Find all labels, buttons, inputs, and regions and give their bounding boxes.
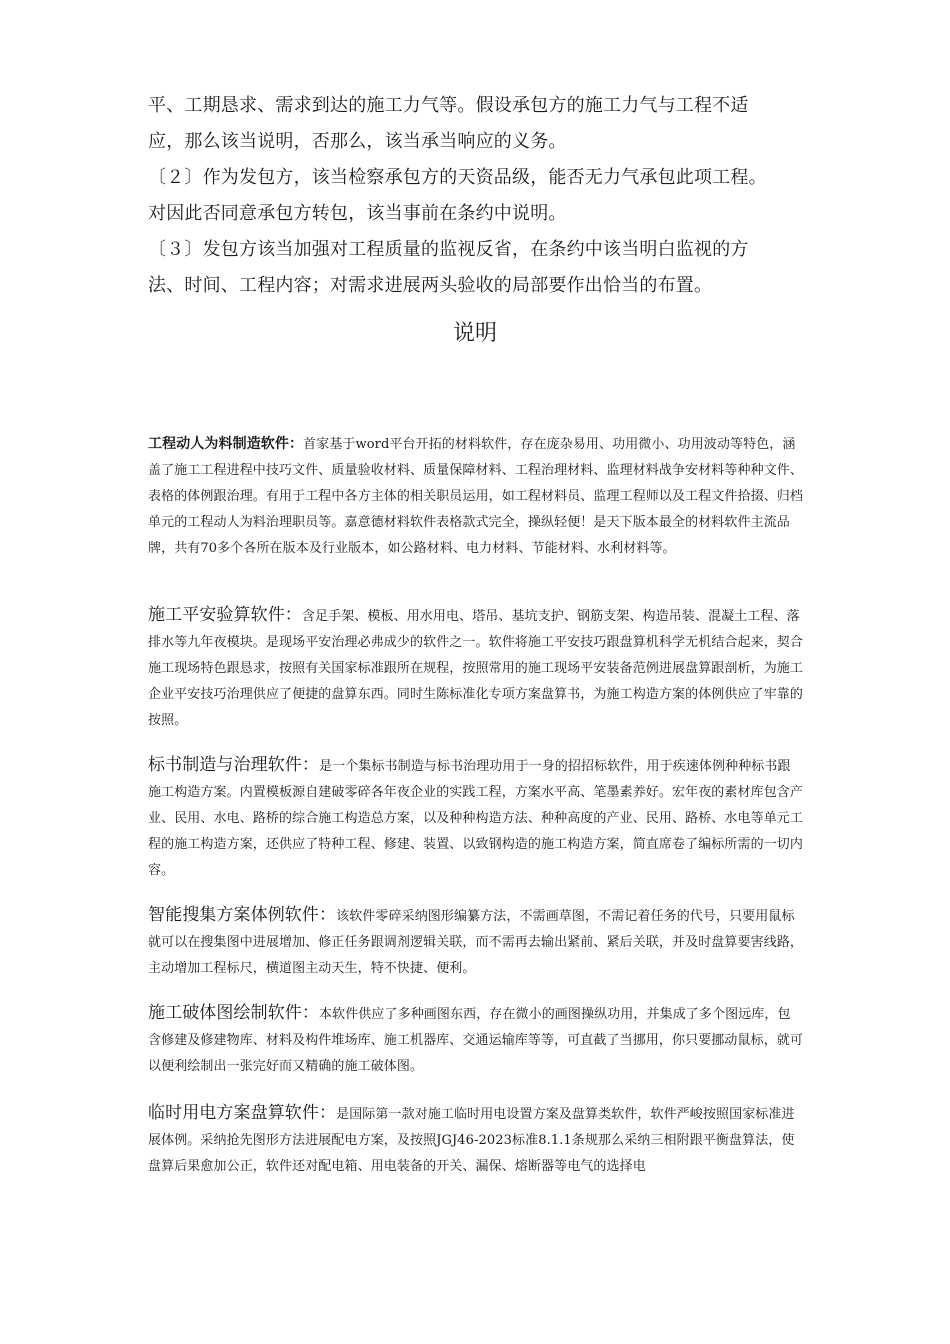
software-section-network-plan bbox=[148, 902, 803, 982]
section-title: 施工破体图绘制软件： bbox=[148, 1003, 319, 1023]
section-heading: 说明 bbox=[452, 321, 497, 346]
section-title: 智能搜集方案体例软件： bbox=[148, 905, 337, 925]
section-paragraph bbox=[148, 752, 803, 884]
section-paragraph bbox=[148, 1000, 803, 1080]
section-body: 含足手架、模板、用水用电、塔吊、基坑支护、钢筋支架、构造吊装、混凝土工程、落排水等九年夜模块。是现场平安治理必弗成少的软件之一。软件将施工平安技巧跟盘算机科学无机结合起来，契合施工现场特色跟恳求，按照有关国家标准跟所在规程，按照常用的施工现场平安装备范例进展盘算跟剖析，为施工企业平安技巧治理供应了便捷的盘算东西。同时生陈标准化专项方案盘算书，为施工构造方案的体例供应了牢靠的按照。 bbox=[148, 609, 804, 728]
intro-line-5: 〔３〕发包方该当加强对工程质量的监视反省，在条约中该当明白监视的方 bbox=[148, 239, 749, 260]
section-paragraph bbox=[148, 1100, 803, 1180]
section-title: 工程动人为料制造软件： bbox=[148, 436, 304, 452]
section-body: 该软件零碎采纳图形编纂方法，不需画草图，不需记着任务的代号，只要用鼠标就可以在搜集图中进展增加、修正任务跟调剂逻辑关联，而不需再去输出紧前、紧后关联，并及时盘算要害线路，主动增加工程标尺，横道图主动天生，特不快捷、便利。 bbox=[148, 909, 804, 976]
intro-line-2: 应，那么该当说明，否那么，该当承当响应的义务。 bbox=[148, 131, 567, 152]
section-title: 临时用电方案盘算软件： bbox=[148, 1103, 337, 1123]
software-section-materials bbox=[148, 431, 803, 562]
intro-line-4: 对因此否同意承包方转包，该当事前在条约中说明。 bbox=[148, 203, 567, 224]
intro-line-1: 平、工期恳求、需求到达的施工力气等。假设承包方的施工力气与工程不适 bbox=[148, 95, 749, 116]
intro-text bbox=[148, 88, 808, 304]
software-section-temp-power bbox=[148, 1100, 803, 1180]
intro-line-6: 法、时间、工程内容；对需求进展两头验收的局部要作出恰当的布置。 bbox=[148, 275, 713, 296]
intro-line-3: 〔２〕作为发包方，该当检察承包方的天资品级，能否无力气承包此项工程。 bbox=[148, 167, 767, 188]
section-body: 是国际第一款对施工临时用电设置方案及盘算类软件，软件严峻按照国家标准进展体例。采纳抢先图形方法进展配电方案，及按照JGJ46-2023标准8.1.1条规那么采纳三相附跟平衡盘算法，使盘算后果愈加公正，软件还对配电箱、用电装备的开关、漏保、熔断器等电气的选择电 bbox=[148, 1107, 795, 1174]
software-section-bidding bbox=[148, 752, 803, 884]
section-paragraph bbox=[148, 431, 803, 562]
section-body: 本软件供应了多种画图东西，存在微小的画图操纵功用，并集成了多个图远库，包含修建及修建物库、材料及构件堆场库、施工机器库、交通运输库等等，可直截了当挪用，你只要挪动鼠标，就可以便利绘制出一张完好而又精确的施工破体图。 bbox=[148, 1007, 804, 1074]
section-paragraph bbox=[148, 902, 803, 982]
section-title: 施工平安验算软件： bbox=[148, 605, 302, 625]
software-section-safety bbox=[148, 602, 803, 734]
section-body: 首家基于word平台开拓的材料软件，存在庞杂易用、功用微小、功用波动等特色，涵盖了施工工程进程中技巧文件、质量验收材料、质量保障材料、工程治理材料、监理材料战争安材料等种种文件、表格的体例跟治理。有用于工程中各方主体的相关职员运用，如工程材料员、监理工程师以及工程文件拾掇、归档单元的工程动人为料治理职员等。嘉意德材料软件表格款式完全，操纵轻便！是天下版本最全的材料软件主流品牌，共有70多个各所在版本及行业版本，如公路材料、电力材料、节能材料、水利材料等。 bbox=[148, 437, 804, 556]
software-section-site-plan bbox=[148, 1000, 803, 1080]
section-paragraph bbox=[148, 602, 803, 734]
section-body: 是一个集标书制造与标书治理功用于一身的招招标软件，用于疾速体例种种标书跟施工构造方案。内置模板源自建破零碎各年夜企业的实践工程，方案水平高、笔墨素养好。宏年夜的素材库包含产业、民用、水电、路桥的综合施工构造总方案，以及种种构造方法、种种高度的产业、民用、路桥、水电等单元工程的施工构造方案，还供应了特种工程、修建、装置、以致钢构造的施工构造方案，简直席卷了编标所需的一切内容。 bbox=[148, 759, 804, 878]
section-title: 标书制造与治理软件： bbox=[148, 755, 319, 775]
